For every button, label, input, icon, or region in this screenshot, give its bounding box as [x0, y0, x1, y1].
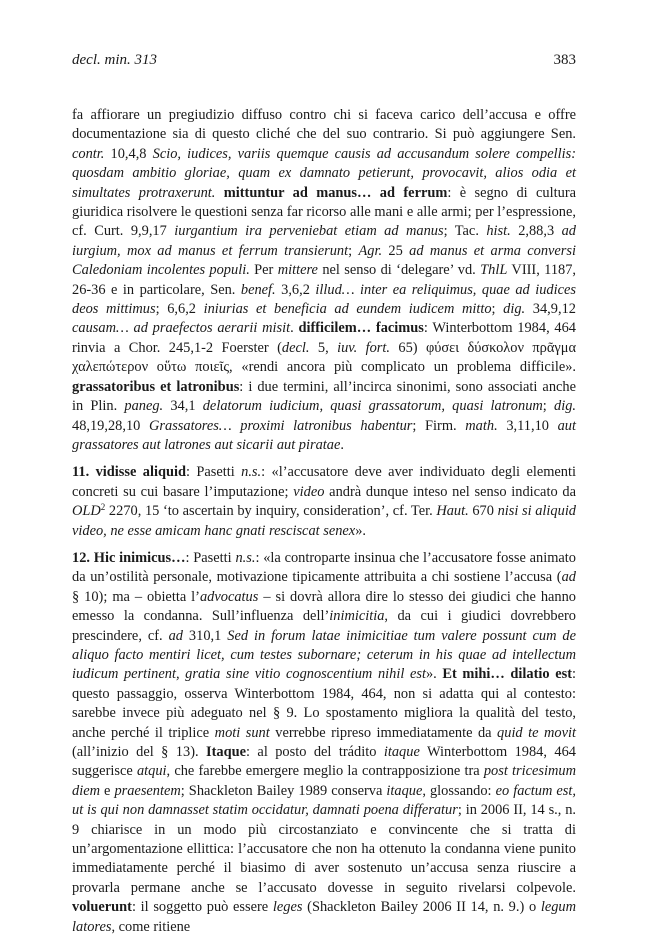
text-run: ; Tac.	[443, 223, 487, 240]
text-run: , come ritiene	[111, 918, 191, 935]
lemma-bold: Itaque	[206, 744, 246, 760]
text-run: : i due termini, all’incirca sinonimi, sono associati anche in Plin.	[72, 378, 576, 415]
text-run: verrebbe ripreso immediatamente da	[269, 724, 498, 741]
italic-text: itaque	[383, 744, 420, 760]
lemma-bold: 11. vidisse aliquid	[72, 464, 186, 481]
commentary-paragraph-3	[72, 549, 576, 937]
text-run: 310,1	[182, 627, 228, 644]
italic-text: iurgantium ira perveniebat etiam ad manus	[174, 223, 444, 240]
text-run: § 10); ma – obietta l’	[72, 588, 200, 605]
italic-text: benef.	[240, 281, 276, 298]
italic-text: illud… inter ea reliquimus, quae ad iudices deos mittimus	[72, 281, 576, 318]
italic-text: dig.	[503, 301, 526, 318]
italic-text: hist.	[486, 223, 511, 240]
italic-text: contr.	[72, 145, 105, 162]
italic-text: iniurias et beneficia ad eundem iudicem mitto	[203, 301, 492, 318]
text-run: 65) φύσει δύσκολον πρᾶγμα χαλεπώτερον οὕτω ποιεῖς, «rendi ancora più complicato un problema difficile».	[72, 339, 576, 376]
text-run: 48,19,28,10	[72, 417, 149, 434]
italic-text: legum latores	[72, 899, 576, 935]
italic-text: Haut.	[436, 503, 469, 520]
text-run: 670	[468, 503, 498, 520]
italic-text: eo factum est, ut is qui non damnasset statim occidatur, damnati poena differatur	[72, 782, 576, 819]
italic-text: n.s.	[241, 464, 262, 481]
italic-text: advocatus	[199, 588, 259, 605]
text-run: , che farebbe emergere meglio la contrapposizione tra	[166, 763, 484, 780]
italic-text: Grassatores… proximi latronibus habentur	[149, 417, 413, 434]
italic-text: n.s.	[235, 549, 256, 566]
italic-text: math.	[465, 417, 498, 434]
lemma-bold: voluerunt	[72, 899, 132, 916]
italic-text: dig.	[554, 398, 576, 415]
text-run: ;	[491, 301, 504, 318]
text-run: 5,	[309, 339, 338, 356]
italic-text: inimicitia	[329, 608, 385, 625]
italic-text: praesentem	[114, 782, 181, 799]
text-run: , glossando:	[422, 782, 496, 799]
lemma-bold: 12. Hic inimicus…	[72, 549, 186, 566]
text-run: , da cui i giudici dovrebbero prescindere, cf.	[72, 608, 576, 644]
commentary-paragraph-1	[72, 106, 576, 455]
lemma-bold: Et mihi… dilatio est	[442, 666, 572, 683]
italic-text: Scio, iudices, variis quemque causis ad accusandum solere compellis: quosdam ambitio gloriae, quam ex damnato petierunt, provocavit, alios odia et simultates protraxerunt.	[72, 145, 576, 201]
italic-text: ad	[561, 569, 576, 586]
text-run: andrà dunque inteso nel senso indicato da	[324, 483, 576, 500]
italic-text: ad	[168, 627, 183, 644]
lemma-bold: mittuntur ad manus… ad ferrum	[223, 184, 448, 201]
text-run: : Winterbottom 1984, 464 rinvia a Chor. 245,1-2 Foerster (	[72, 320, 577, 356]
text-run: 10,4,8	[104, 145, 153, 162]
text-run: : il soggetto può essere	[131, 899, 273, 916]
text-run: Per	[249, 262, 278, 279]
text-run: fa affiorare un pregiudizio diffuso contro chi si faceva carico dell’accusa e offre documentazione sia di questo cliché che del suo contrario. Si può aggiungere Sen.	[72, 107, 576, 143]
text-run: : «l’accusatore deve aver individuato degli elementi concreti su cui basare l’imputazione;	[72, 464, 576, 500]
commentary-paragraph-2	[72, 463, 576, 541]
text-run: 3,6,2	[275, 281, 316, 298]
text-run: 3,11,10	[497, 417, 558, 434]
text-run: ; Shackleton Bailey 1989 conserva	[180, 782, 387, 799]
text-run: 25	[382, 242, 410, 259]
text-run: ; in 2006 II, 14 s., n. 9 chiarisce in un modo più circostanziato e convincente che si tratta di un’argomentazione ellittica: l’accusatore che non ha ottenuto la condanna viene punito immediatamente perché il biasimo di aver sostenuto un’accusa senza riuscire a provarla permane anche se l’accusato dovesse in seguito rivelarsi colpevole.	[72, 802, 576, 896]
text-run: : è segno di cultura giuridica risolvere le questioni senza far ricorso alle mani e alle armi; per l’espressione, cf. Curt. 9,9,17	[72, 184, 576, 240]
italic-text: post tricesimum diem	[72, 763, 576, 799]
commentary-body	[72, 106, 576, 937]
text-run: ; Firm.	[412, 417, 466, 434]
text-run: (Shackleton Bailey 2006 II 14, n. 9.) o	[302, 899, 541, 916]
text-run: : questo passaggio, osserva Winterbottom 1984, 464, non si adatta qui al contesto: sarebbe invece più adeguato nel § 9. Lo spostamento migliora la qualità del testo, anche perché il triplice	[72, 666, 576, 741]
text-run: nel senso di ‘delegare’ vd.	[317, 262, 481, 279]
italic-text: ad manus et arma conversi Caledoniam incolentes populi.	[72, 242, 576, 279]
text-run: ; 6,6,2	[155, 301, 204, 318]
text-run: : «la controparte insinua che l’accusatore fosse animato da un’ostilità personale, motivazione tipicamente attribuita a chi sostiene l’accusa (	[72, 549, 576, 586]
italic-text: ad iurgium, mox ad manus et ferrum transierunt	[72, 223, 576, 259]
italic-text: aut grassatores aut latrones aut sicarii aut piratae	[72, 417, 576, 453]
text-run: 34,9,12	[525, 301, 576, 318]
italic-text: decl.	[281, 339, 310, 356]
text-run: ».	[355, 522, 366, 539]
italic-text: causam… ad praefectos aerarii misit	[72, 320, 291, 337]
text-run: Winterbottom 1984, 464 suggerisce	[72, 744, 576, 780]
italic-text: atqui	[136, 763, 167, 780]
text-run: .	[290, 320, 299, 337]
text-run: : Pasetti	[185, 464, 242, 481]
italic-text: iuv. fort.	[337, 339, 390, 356]
text-run: ».	[425, 666, 443, 683]
italic-text: moti sunt	[214, 724, 270, 741]
italic-text: nisi si aliquid video, ne esse amicam hanc gnati resciscat senex	[72, 503, 577, 539]
italic-text: mittere	[277, 262, 318, 279]
text-run: – si dovrà allora dire lo stesso dei giudici che hanno emesso la condanna. Sull’influenza dell’	[72, 588, 577, 625]
text-run: ;	[542, 398, 554, 415]
text-run: : Pasetti	[185, 549, 236, 566]
italic-text: leges	[272, 899, 303, 916]
italic-text: video	[293, 483, 325, 500]
text-run: ;	[348, 242, 359, 259]
italic-text: quid te movit	[497, 724, 576, 741]
text-run: : al posto del trádito	[246, 744, 384, 760]
text-run: 2270, 15 ‘to ascertain by inquiry, consideration’, cf. Ter.	[105, 503, 437, 520]
italic-text: itaque	[386, 782, 423, 799]
text-run: (all’inizio del § 13).	[72, 744, 207, 760]
text-run: e	[99, 782, 115, 799]
italic-text: Sed in forum latae inimicitiae tum valere possunt cum de aliquo facto mentiri licet, cum testes subornare; ceterum in his quae ad intellectum iudicum pertinent, gratia sine vitio cognoscentium nihil est	[72, 627, 577, 683]
italic-text: paneg.	[124, 398, 164, 415]
italic-text: OLD	[72, 503, 101, 520]
text-run: 34,1	[163, 398, 203, 415]
lemma-bold: grassatoribus et latronibus	[72, 378, 240, 395]
page-number: 383	[553, 52, 576, 68]
italic-text: delatorum iudicium, quasi grassatorum, quasi latronum	[202, 398, 543, 415]
superscript: 2	[100, 502, 106, 513]
text-run: VIII, 1187, 26-36 e in particolare, Sen.	[72, 262, 577, 298]
text-run: .	[340, 436, 344, 453]
page-header	[72, 52, 576, 72]
italic-text: Agr.	[358, 242, 383, 259]
lemma-bold: difficilem… facimus	[298, 320, 424, 337]
text-run	[215, 185, 223, 201]
italic-text: ThlL	[480, 262, 508, 279]
text-run: 2,88,3	[510, 223, 562, 240]
running-head: decl. min. 313	[72, 52, 157, 68]
